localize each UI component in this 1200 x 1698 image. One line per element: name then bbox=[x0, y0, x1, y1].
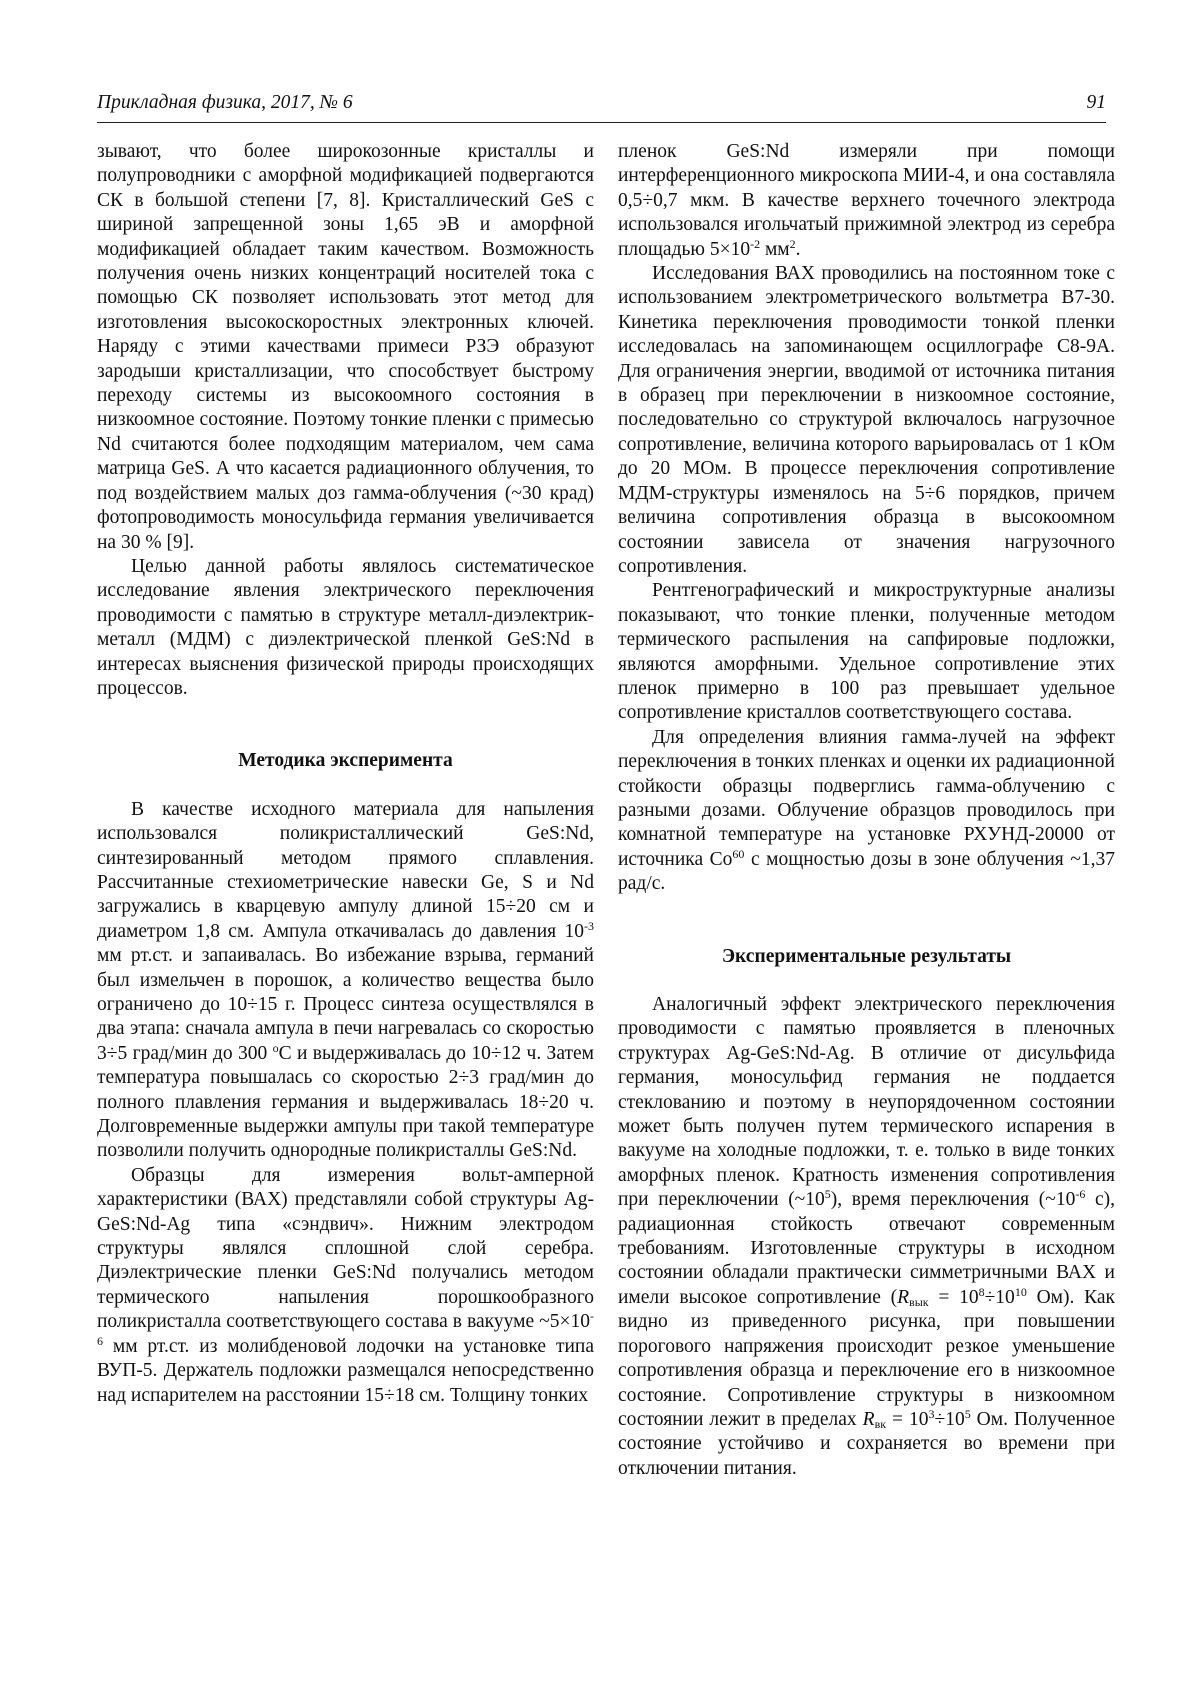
section-title-results: Экспериментальные результаты bbox=[721, 945, 1012, 967]
running-header bbox=[97, 92, 1106, 123]
right-column bbox=[618, 140, 1115, 1481]
section-title-method: Методика эксперимента bbox=[238, 750, 453, 772]
paragraph-gamma-irradiation: Для определения влияния гамма-лучей на эффект переключения в тонких пленках и оценки их радиационной стойкости образцы подверглись гамма-облучению с разными дозами. Облучение образцов проводилось при комнатной температуре на установке РХУНД-20000 от источника Co$^{60}$ с мощностью дозы в зоне облучения ~1,37 рад/с. bbox=[618, 726, 1115, 895]
paragraph-xray-analysis: Рентгенографический и микроструктурные анализы показывают, что тонкие пленки, полученные методом термического распыления на сапфировые подложки, являются аморфными. Удельное сопротивление этих пленок примерно в 100 раз превышает удельное сопротивление кристаллов соответствующего состава. bbox=[618, 580, 1115, 724]
paragraph-iv-measurement: Исследования ВАХ проводились на постоянном токе с использованием электрометрического вольтметра В7-30. Кинетика переключения проводимости тонкой пленки исследовалась на запоминающем осциллографе С8-9А. Для ограничения энергии, вводимой от источника питания в образец при переключении в низкоомное состояние, последовательно со структурой включалось нагрузочное сопротивление, величина которого варьировалась от 1 кОм до 20 МОм. В процессе переключения сопротивление МДМ-структуры изменялось на 5÷6 порядков, причем величина сопротивления образца в высокоомном состоянии зависела от значения нагрузочного сопротивления. bbox=[618, 263, 1115, 577]
journal-citation: Прикладная физика, 2017, № 6 bbox=[97, 92, 353, 113]
paragraph-results: Аналогичный эффект электрического переключения проводимости с памятью проявляется в пленочных структурах Ag-GeS:Nd-Ag. В отличие от дисульфида германия, моносульфид германия не поддается стеклованию и поэтому в неупорядоченном состоянии может быть получен путем термического испарения в вакууме на холодные подложки, т. е. только в виде тонких аморфных пленок. Кратность изменения сопротивления при переключении $(\sim 10^5)$, время переключения ($\sim 10^{-6}$ с), радиационная стойкость отвечают современным требованиям. Изготовленные структуры в исходном состоянии обладали практически симметричными ВАХ и имели высокое сопротивление ($R_{вык} = 10^8\div 10^{10}$ Ом). Как видно из приведенного рисунка, при повышении порогового напряжения происходит резкое уменьшение сопротивления образца и переключение его в низкоомное состояние. Сопротивление структуры в низкоомном состоянии лежит в пределах $R_{вк} = 10^3\div 10^5$ Ом. Полученное состояние устойчиво и сохраняется во времени при отключении питания. bbox=[618, 994, 1115, 1479]
left-column bbox=[97, 140, 594, 1408]
paragraph-samples: Образцы для измерения вольт-амперной характеристики (ВАХ) представляли собой структуры Ag-GeS:Nd-Ag типа «сэндвич». Нижним электродом структуры являлся сплошной слой серебра. Диэлектрические пленки GeS:Nd получались методом термического напыления порошкообразного поликристалла соответствующего состава в вакууме $\sim 5\times 10^{-6}$ мм рт.ст. из молибденовой лодочки на установке типа ВУП-5. Держатель подложки размещался непосредственно над испарителем на расстоянии 15÷18 см. Толщину тонких bbox=[97, 1164, 594, 1406]
paragraph-synthesis: В качестве исходного материала для напыления использовался поликристаллический GeS:Nd, синтезированный методом прямого сплавления. Рассчитанные стехиометрические навески Ge, S и Nd загружались в кварцевую ампулу длиной 15÷20 см и диаметром 1,8 см. Ампула откачивалась до давления $10^{-3}$ мм рт.ст. и запаивалась. Во избежание взрыва, германий был измельчен в порошок, а количество вещества было ограничено до 10÷15 г. Процесс синтеза осуществлялся в два этапа: сначала ампула в печи нагревалась со скоростью 3÷5 град/мин до 300 $^о$С и выдерживалась до 10÷12 ч. Затем температура повышалась со скоростью 2÷3 град/мин до полного плавления германия и выдерживалась 18÷20 ч. Долговременные выдержки ампулы при такой температуре позволили получить однородные поликристаллы GeS:Nd. bbox=[97, 798, 594, 1162]
paragraph-aim: Целью данной работы являлось систематическое исследование явления электрического переключения проводимости с памятью в структуре металл-диэлектрик-металл (МДМ) с диэлектрической пленкой GeS:Nd в интересах выяснения физической природы происходящих процессов. bbox=[97, 555, 594, 699]
paragraph-film-thickness: пленок GeS:Nd измеряли при помощи интерференционного микроскопа МИИ-4, и она составляла 0,5÷0,7 мкм. В качестве верхнего точечного электрода использовался игольчатый прижимной электрод из серебра площадью $5\times 10^{-2}$ $мм^2$. bbox=[618, 141, 1115, 260]
paragraph-continuation: зывают, что более широкозонные кристаллы и полупроводники с аморфной модификацией подвергаются СК в большой степени [7, 8]. Кристаллический GeS с шириной запрещенной зоны 1,65 эВ и аморфной модификацией обладает таким качеством. Возможность получения очень низких концентраций носителей тока с помощью СК позволяет использовать этот метод для изготовления высокоскоростных электронных ключей. Наряду с этими качествами примеси РЗЭ образуют зародыши кристаллизации, что способствует быстрому переходу системы из высокоомного состояния в низкоомное состояние. Поэтому тонкие пленки с примесью Nd считаются более подходящим материалом, чем сама матрица GeS. А что касается радиационного облучения, то под воздействием малых доз гамма-облучения (~30 крад) фотопроводимость моносульфида германия увеличивается на 30 % [9]. bbox=[97, 141, 594, 553]
page-number: 91 bbox=[1086, 92, 1106, 113]
